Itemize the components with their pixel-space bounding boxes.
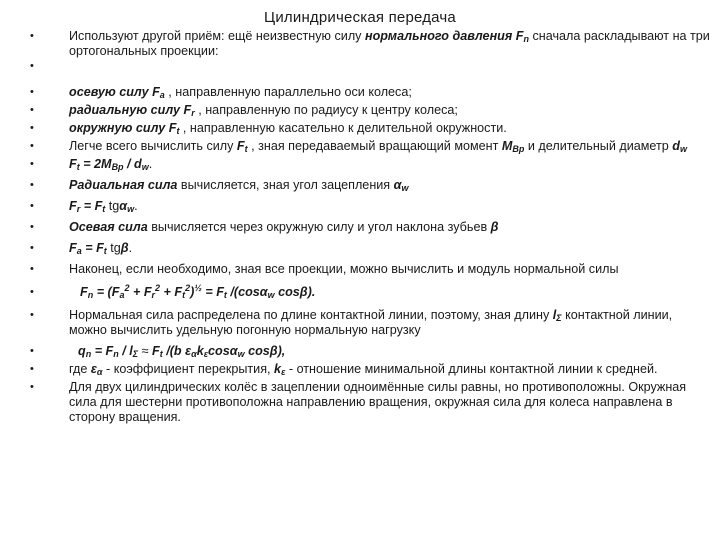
list-item: • Наконец, если необходимо, зная все проекции, можно вычислить и модуль нормальной силы [30,262,710,277]
list-item: • окружную силу $F_t$ , направленную касательно к делительной окружности. [30,121,710,136]
list-item: • Для двух цилиндрических колёс в зацеплении одноимённые силы равны, но противоположны. Окружная сила для шестерни противоположна направлению вращения, окружная сила для колеса направлена в сторону вращения. [30,380,710,425]
list-item: • Используют другой приём: ещё неизвестную силу нормального давления $F_n$ сначала раскладывают на три ортогональных проекции: [30,29,710,59]
list-item: • Нормальная сила распределена по длине контактной линии, поэтому, зная длину $l_\Sigma$ контактной линии, можно вычислить удельную погонную нормальную нагрузку [30,308,710,338]
list-item: • радиальную силу $F_r$ , направленную по радиусу к центру колеса; [30,103,710,118]
list-item: • осевую силу $F_a$ , направленную параллельно оси колеса; [30,85,710,100]
slide-title: Цилиндрическая передача [264,9,456,26]
list-spacer [30,59,710,85]
list-item: • Осевая сила вычисляется через окружную силу и угол наклона зубьев β [30,220,710,235]
list-item: • Легче всего вычислить силу $F_t$ , зная передаваемый вращающий момент $M_{Bp}$ и делительный диаметр $d_w$ [30,139,710,154]
formula-item: • $F_n = (F_a^2 + F_r^2 + F_t^2)^{\frac{1}{2}} = F_t$ /(cosα$_w$ cosβ). [30,285,710,300]
list-item: • где $\varepsilon_\alpha$ - коэффициент перекрытия, $k_\varepsilon$ - отношение минимальной длины контактной линии к средней. [30,362,710,377]
formula-item: • $F_t = 2M_{Bp} / d_w$. [30,157,710,172]
list-item: • Радиальная сила вычисляется, зная угол зацепления $\alpha_w$ [30,178,710,193]
formula-item: • $q_n = F_n / l_\Sigma \approx F_t$ /(b $\varepsilon_\alpha k_\varepsilon\cos\alpha_w$ cosβ), [30,344,710,359]
formula-item: • $F_a = F_t$ tgβ. [30,241,710,256]
bullet-list [30,29,710,425]
formula-item: • $F_r = F_t$ tgα$_w$. [30,199,710,214]
